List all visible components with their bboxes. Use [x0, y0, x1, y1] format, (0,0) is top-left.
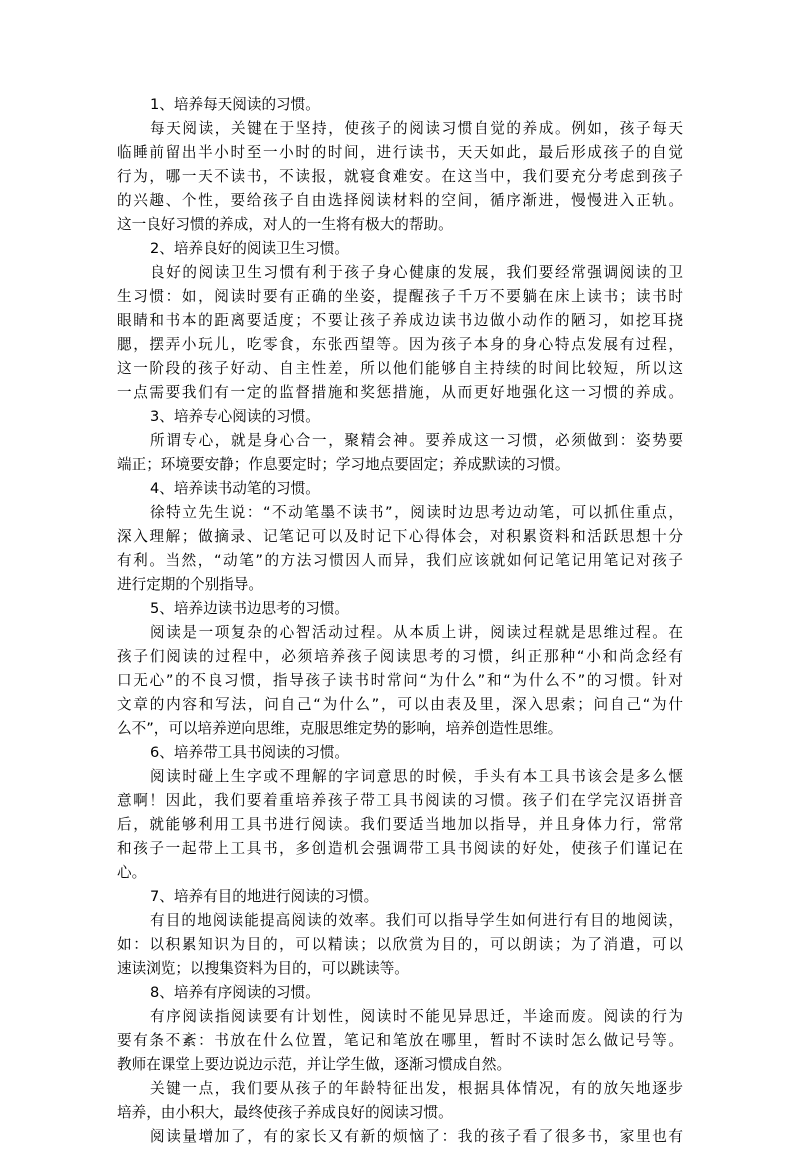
paragraph-line: 阅读量增加了，有的家长又有新的烦恼了：我的孩子看了很多书，家里也有	[150, 1128, 683, 1145]
paragraph-line: 这一良好习惯的养成，对人的一生将有极大的帮助。	[117, 216, 453, 233]
paragraph-line: 如：以积累知识为目的，可以精读；以欣赏为目的，可以朗读；为了消遣，可以	[117, 936, 683, 953]
section-heading-7: 7、培养有目的地进行阅读的习惯。	[150, 888, 379, 905]
paragraph-line: 每天阅读，关键在于坚持，使孩子的阅读习惯自觉的养成。例如，孩子每天	[150, 120, 683, 137]
paragraph-line: 和孩子一起带上工具书，多创造机会强调带工具书阅读的好处，使孩子们谨记在	[117, 840, 683, 857]
section-heading-2: 2、培养良好的阅读卫生习惯。	[150, 240, 350, 257]
paragraph-line: 么不”，可以培养逆向思维，克服思维定势的影响，培养创造性思维。	[117, 720, 563, 737]
paragraph-line: 阅读时碰上生字或不理解的字词意思的时候，手头有本工具书该会是多么惬	[150, 768, 683, 785]
paragraph-line: 所谓专心，就是身心合一，聚精会神。要养成这一习惯，必须做到：姿势要	[150, 432, 683, 449]
section-heading-5: 5、培养边读书边思考的习惯。	[150, 600, 350, 617]
paragraph-line: 腮，摆弄小玩儿，吃零食，东张西望等。因为孩子本身的身心特点发展有过程，	[117, 336, 683, 353]
paragraph-line: 进行定期的个别指导。	[117, 576, 263, 593]
paragraph-line: 关键一点，我们要从孩子的年龄特征出发，根据具体情况，有的放矢地逐步	[150, 1080, 683, 1097]
paragraph-line: 行为，哪一天不读书，不读报，就寝食难安。在这当中，我们要充分考虑到孩子	[117, 168, 683, 185]
paragraph-line: 教师在课堂上要边说边示范，并让学生做，逐渐习惯成自然。	[117, 1056, 512, 1073]
paragraph-line: 端正；环境要安静；作息要定时；学习地点要固定；养成默读的习惯。	[117, 456, 570, 473]
section-heading-1: 1、培养每天阅读的习惯。	[150, 96, 320, 113]
section-heading-3: 3、培养专心阅读的习惯。	[150, 408, 320, 425]
section-heading-6: 6、培养带工具书阅读的习惯。	[150, 744, 350, 761]
paragraph-line: 意啊！因此，我们要着重培养孩子带工具书阅读的习惯。孩子们在学完汉语拼音	[117, 792, 683, 809]
paragraph-line: 孩子们阅读的过程中，必须培养孩子阅读思考的习惯，纠正那种“小和尚念经有	[117, 648, 683, 665]
paragraph-line: 生习惯：如，阅读时要有正确的坐姿，提醒孩子千万不要躺在床上读书；读书时	[117, 288, 683, 305]
paragraph-line: 文章的内容和写法，问自己“为什么”，可以由表及里，深入思索；问自己“为什	[117, 696, 683, 713]
paragraph-line: 眼睛和书本的距离要适度；不要让孩子养成边读书边做小动作的陋习，如挖耳挠	[117, 312, 683, 329]
paragraph-line: 口无心”的不良习惯，指导孩子读书时常问“为什么”和“为什么不”的习惯。针对	[117, 672, 683, 689]
document-page	[117, 93, 683, 1149]
paragraph-line: 培养，由小积大，最终使孩子养成良好的阅读习惯。	[117, 1104, 453, 1121]
paragraph-line: 要有条不紊：书放在什么位置，笔记和笔放在哪里，暂时不读时怎么做记号等。	[117, 1032, 683, 1049]
paragraph-line: 徐特立先生说：“不动笔墨不读书”，阅读时边思考边动笔，可以抓住重点，	[150, 504, 683, 521]
paragraph-line: 有目的地阅读能提高阅读的效率。我们可以指导学生如何进行有目的地阅读，	[150, 912, 683, 929]
paragraph-line: 良好的阅读卫生习惯有利于孩子身心健康的发展，我们要经常强调阅读的卫	[150, 264, 683, 281]
paragraph-line: 心。	[117, 864, 147, 881]
paragraph-line: 后，就能够利用工具书进行阅读。我们要适当地加以指导，并且身体力行，常常	[117, 816, 683, 833]
paragraph-line: 这一阶段的孩子好动、自主性差，所以他们能够自主持续的时间比较短，所以这	[117, 360, 683, 377]
paragraph-line: 临睡前留出半小时至一小时的时间，进行读书，天天如此，最后形成孩子的自觉	[117, 144, 683, 161]
paragraph-line: 一点需要我们有一定的监督措施和奖惩措施，从而更好地强化这一习惯的养成。	[117, 384, 683, 401]
section-heading-4: 4、培养读书动笔的习惯。	[150, 480, 320, 497]
section-heading-8: 8、培养有序阅读的习惯。	[150, 984, 320, 1001]
paragraph-line: 阅读是一项复杂的心智活动过程。从本质上讲，阅读过程就是思维过程。在	[150, 624, 683, 641]
paragraph-line: 速读浏览；以搜集资料为目的，可以跳读等。	[117, 960, 409, 977]
paragraph-line: 有序阅读指阅读要有计划性，阅读时不能见异思迁，半途而废。阅读的行为	[150, 1008, 683, 1025]
paragraph-line: 的兴趣、个性，要给孩子自由选择阅读材料的空间，循序渐进，慢慢进入正轨。	[117, 192, 683, 209]
paragraph-line: 深入理解；做摘录、记笔记可以及时记下心得体会，对积累资料和活跃思想十分	[117, 528, 683, 545]
paragraph-line: 有利。当然，“动笔”的方法习惯因人而异，我们应该就如何记笔记用笔记对孩子	[117, 552, 683, 569]
